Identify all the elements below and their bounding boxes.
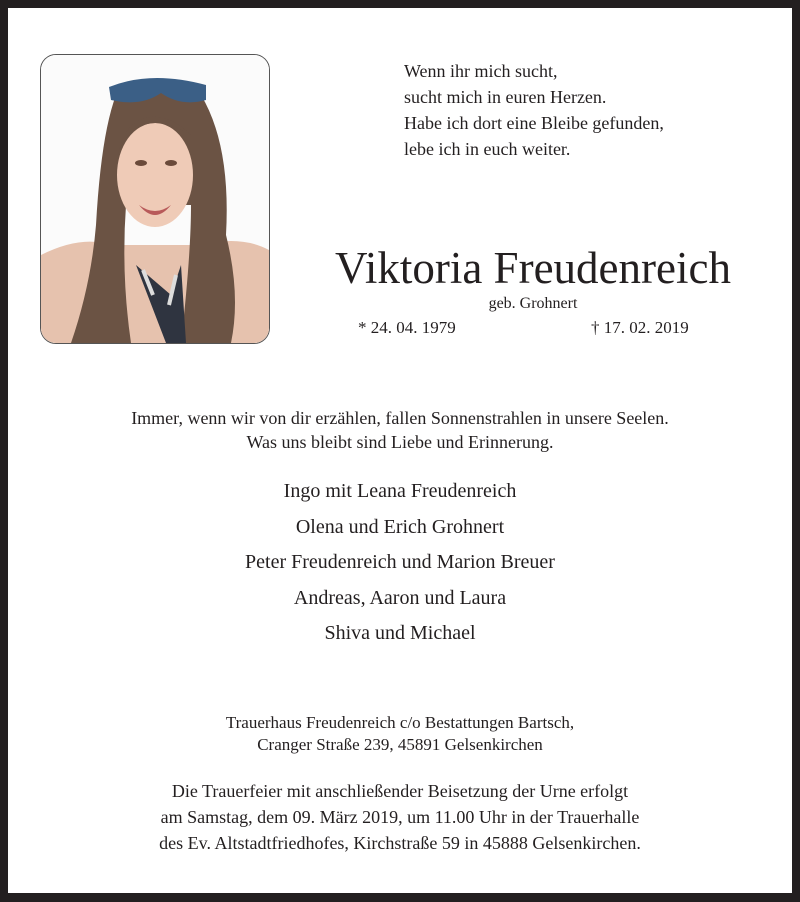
ceremony-line: am Samstag, dem 09. März 2019, um 11.00 Uhr in der Trauerhalle bbox=[160, 807, 640, 827]
obituary-notice bbox=[8, 8, 792, 893]
mourners-list bbox=[8, 474, 792, 652]
address-line: Cranger Straße 239, 45891 Gelsenkirchen bbox=[257, 735, 543, 754]
mourner: Andreas, Aaron und Laura bbox=[293, 586, 507, 609]
quote-line: Was uns bleibt sind Liebe und Erinnerung. bbox=[246, 432, 554, 452]
birth-date: * 24. 04. 1979 bbox=[358, 318, 456, 337]
poem-line: sucht mich in euren Herzen. bbox=[404, 87, 607, 107]
mourner: Shiva und Michael bbox=[324, 622, 476, 644]
portrait-photo bbox=[40, 54, 270, 344]
poem bbox=[404, 58, 664, 162]
death-date: † 17. 02. 2019 bbox=[591, 318, 689, 337]
poem-line: Wenn ihr mich sucht, bbox=[404, 61, 558, 81]
mourning-address bbox=[8, 712, 792, 756]
mourner: Peter Freudenreich und Marion Breuer bbox=[245, 551, 555, 573]
mourner: Ingo mit Leana Freudenreich bbox=[283, 480, 517, 502]
mourner: Olena und Erich Grohnert bbox=[295, 515, 505, 538]
poem-line: lebe ich in euch weiter. bbox=[404, 139, 571, 159]
birth-name: geb. Grohnert bbox=[488, 295, 578, 312]
quote-line: Immer, wenn wir von dir erzählen, fallen Sonnenstrahlen in unsere Seelen. bbox=[131, 408, 669, 428]
ceremony-line: des Ev. Altstadtfriedhofes, Kirchstraße 59 in 45888 Gelsenkirchen. bbox=[159, 833, 641, 853]
poem-line: Habe ich dort eine Bleibe gefunden, bbox=[404, 113, 664, 133]
deceased-name: Viktoria Freudenreich bbox=[335, 243, 731, 293]
address-line: Trauerhaus Freudenreich c/o Bestattungen Bartsch, bbox=[225, 713, 575, 732]
memorial-quote bbox=[8, 406, 792, 454]
ceremony-info bbox=[8, 778, 792, 856]
ceremony-line: Die Trauerfeier mit anschließender Beisetzung der Urne erfolgt bbox=[171, 781, 629, 801]
